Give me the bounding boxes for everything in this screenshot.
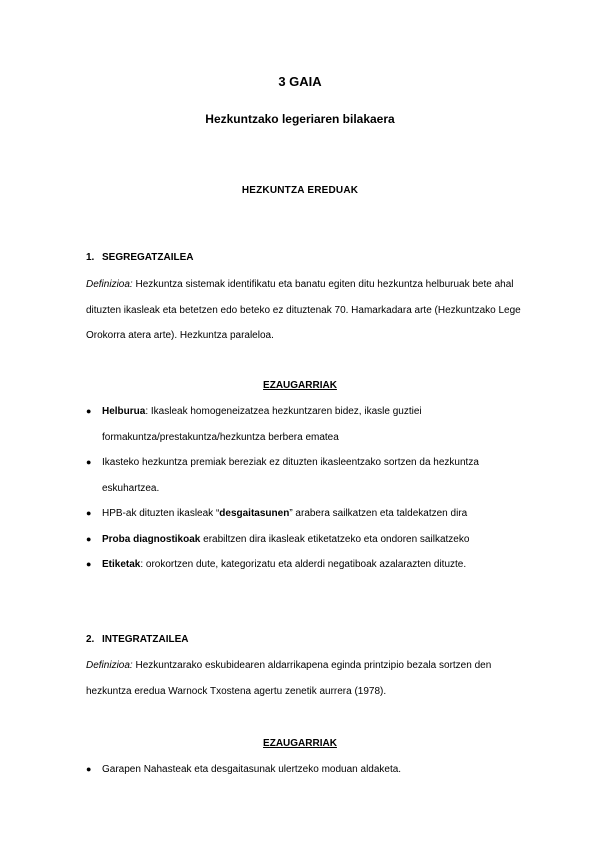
bullet-icon: ● — [86, 534, 92, 544]
bullet-icon: ● — [86, 508, 92, 518]
section2-title: INTEGRATZAILEA — [102, 634, 189, 645]
section2-def-label: Definizioa: — [86, 660, 133, 671]
bullet-icon: ● — [86, 406, 92, 416]
section1-def-label: Definizioa: — [86, 279, 133, 290]
list-item: ● Etiketak: orokortzen dute, kategorizatu eta alderdi negatiboak azalarazten dituzte. — [86, 552, 526, 578]
bullet-icon: ● — [86, 764, 92, 774]
section1-features-title: EZAUGARRIAK — [263, 380, 337, 391]
section1-def-text: Hezkuntza sistemak identifikatu eta banatu egiten ditu hezkuntza helburuak bete ahal dituzten ikasleak eta betetzen edo beteko ez dituztenak 70. Hamarkadara arte (Hezkuntzako Lege Orokorra atera arte). Hezkuntza paraleloa. — [86, 279, 521, 341]
section1-definition — [86, 272, 526, 349]
section-heading: HEZKUNTZA EREDUAK — [241, 185, 359, 196]
list-item: ● Ikasteko hezkuntza premiak bereziak ez dituzten ikasleentzako sortzen da hezkuntza eskuhartzea. — [86, 450, 526, 501]
section2-definition — [86, 653, 526, 704]
list-item: ● Proba diagnostikoak erabiltzen dira ikasleak etiketatzeko eta ondoren sailkatzeko — [86, 527, 526, 553]
section2-number: 2. — [86, 634, 95, 645]
list-item: ● Helburua: Ikasleak homogeneizatzea hezkuntzaren bidez, ikasle guztiei formakuntza/prestakuntza/hezkuntza berbera ematea — [86, 399, 526, 450]
list-item: ● HPB-ak dituzten ikasleak “desgaitasunen” arabera sailkatzen eta taldekatzen dira — [86, 501, 526, 527]
page-subtitle: Hezkuntzako legeriaren bilakaera — [205, 112, 395, 126]
page-title: 3 GAIA — [278, 74, 322, 89]
section1-title: SEGREGATZAILEA — [102, 252, 194, 263]
section2-heading — [86, 634, 188, 645]
section2-features-title: EZAUGARRIAK — [263, 738, 337, 749]
section1-number: 1. — [86, 252, 95, 263]
list-item: ● Garapen Nahasteak eta desgaitasunak ulertzeko moduan aldaketa. — [86, 757, 526, 783]
bullet-icon: ● — [86, 559, 92, 569]
bullet-icon: ● — [86, 457, 92, 467]
section2-def-text: Hezkuntzarako eskubidearen aldarrikapena eginda printzipio bezala sortzen den hezkuntza eredua Warnock Txostena agertu zenetik aurrera (1978). — [86, 660, 492, 697]
section1-heading — [86, 252, 193, 263]
